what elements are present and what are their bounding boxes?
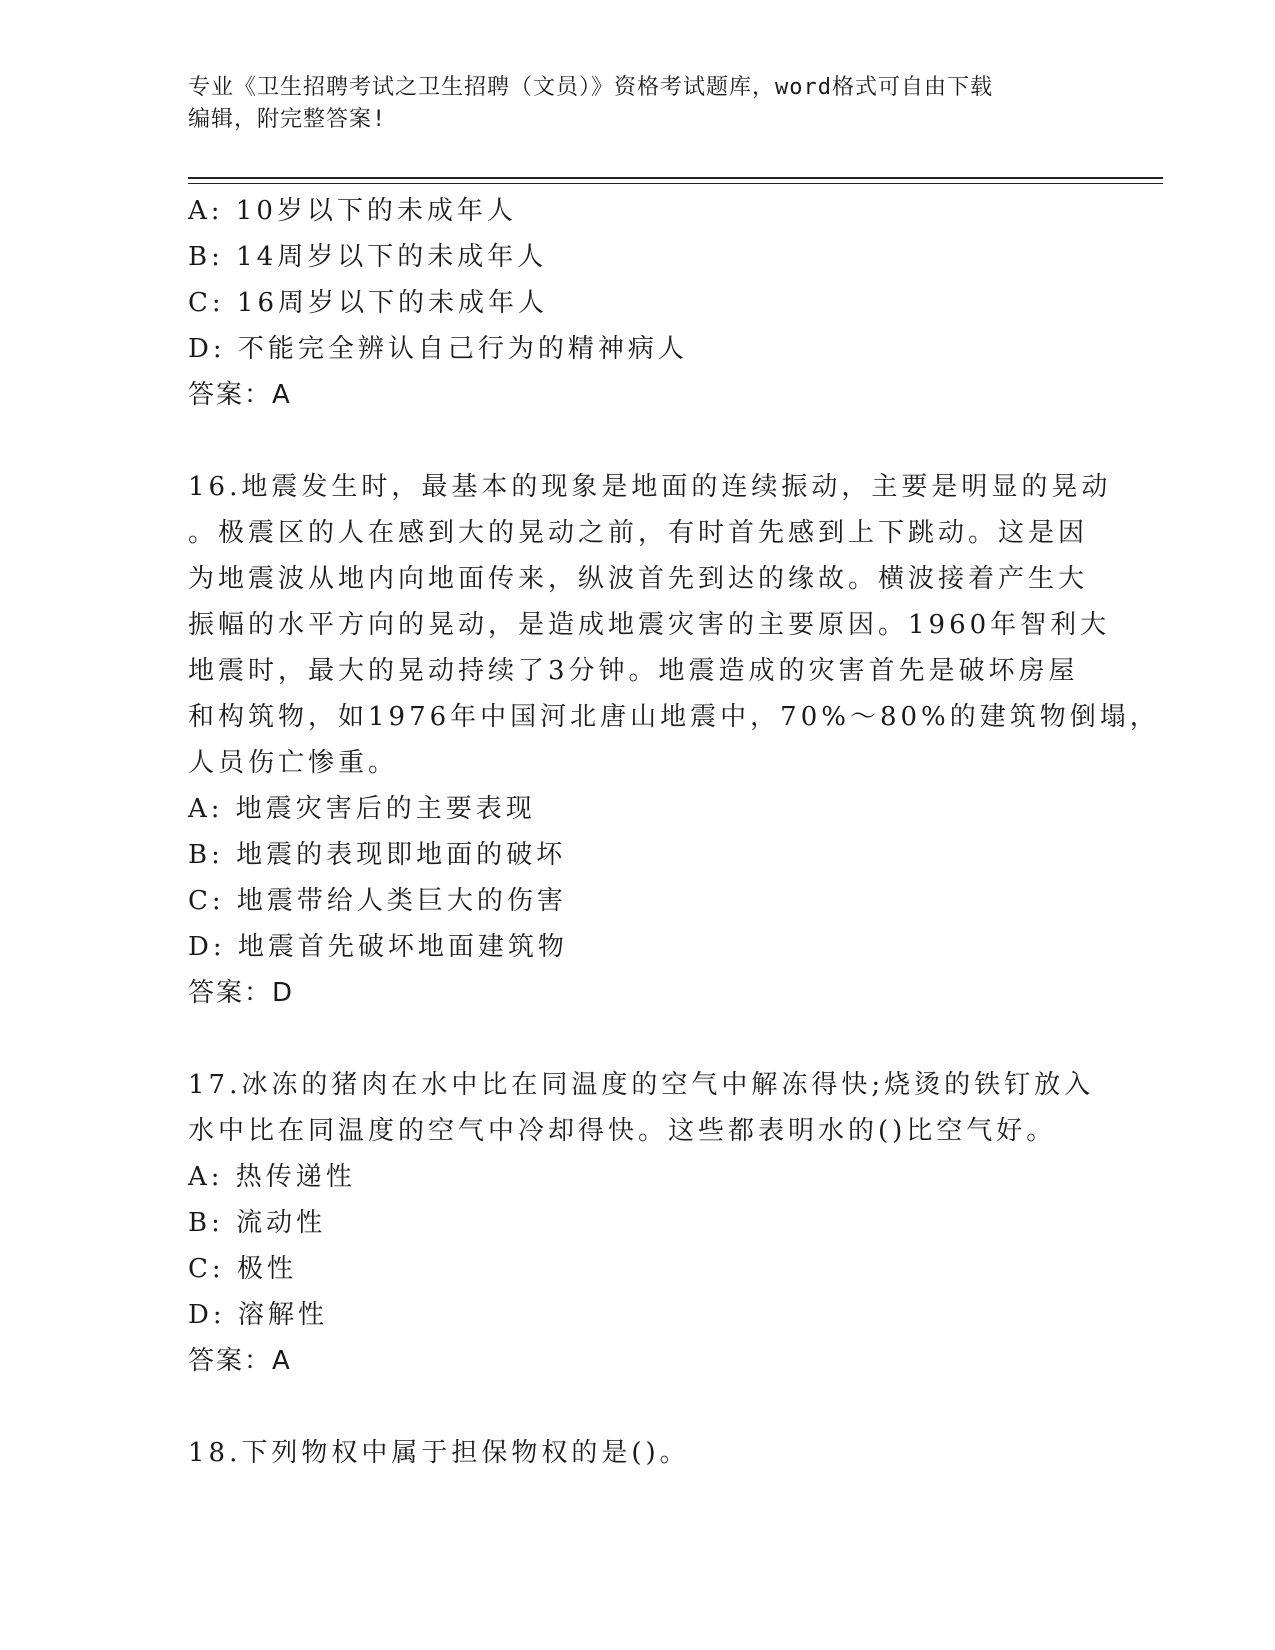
option-b: B: 流动性 (188, 1208, 327, 1238)
option-b: B: 14周岁以下的未成年人 (188, 242, 548, 272)
question-17 (188, 1062, 1095, 1384)
header-line-1: 专业《卫生招聘考试之卫生招聘（文员）》资格考试题库，word格式可自由下载 (188, 75, 993, 100)
spacer (188, 1016, 1088, 1062)
option-c: C: 地震带给人类巨大的伤害 (188, 886, 567, 916)
option-d: D: 不能完全辨认自己行为的精神病人 (188, 334, 688, 364)
question-15 (188, 188, 1088, 418)
question-text-line: 。极震区的人在感到大的晃动之前，有时首先感到上下跳动。这是因 (188, 518, 1089, 548)
header-divider-thin (188, 183, 1163, 184)
question-text (188, 1062, 1095, 1154)
question-text-line: 为地震波从地内向地面传来，纵波首先到达的缘故。横波接着产生大 (188, 564, 1089, 594)
header-line-2: 编辑，附完整答案! (188, 107, 387, 132)
document-header (188, 72, 1088, 136)
option-c: C: 16周岁以下的未成年人 (188, 288, 549, 318)
question-text-line: 人员伤亡惨重。 (188, 748, 399, 778)
question-16 (188, 464, 1160, 1016)
question-text-line: 17.冰冻的猪肉在水中比在同温度的空气中解冻得快;烧烫的铁钉放入 (188, 1070, 1095, 1100)
question-list (188, 188, 1160, 1476)
option-d: D: 溶解性 (188, 1300, 328, 1330)
answer-line: 答案：D (188, 978, 295, 1008)
question-text-line: 18.下列物权中属于担保物权的是()。 (188, 1438, 690, 1468)
option-a: A: 10岁以下的未成年人 (188, 196, 517, 226)
answer-line: 答案：A (188, 1346, 292, 1376)
question-18 (188, 1430, 1088, 1476)
question-text (188, 464, 1160, 786)
option-a: A: 热传递性 (188, 1162, 356, 1192)
option-c: C: 极性 (188, 1254, 297, 1284)
answer-line: 答案：A (188, 380, 292, 410)
question-text-line: 水中比在同温度的空气中冷却得快。这些都表明水的()比空气好。 (188, 1116, 1057, 1146)
question-text-line: 16.地震发生时，最基本的现象是地面的连续振动，主要是明显的晃动 (188, 472, 1112, 502)
spacer (188, 418, 1088, 464)
question-text (188, 1430, 1088, 1476)
question-text-line: 地震时，最大的晃动持续了3分钟。地震造成的灾害首先是破坏房屋 (188, 656, 1079, 686)
option-b: B: 地震的表现即地面的破坏 (188, 840, 567, 870)
question-text-line: 和构筑物，如1976年中国河北唐山地震中，70%～80%的建筑物倒塌， (188, 702, 1160, 732)
question-text-line: 振幅的水平方向的晃动，是造成地震灾害的主要原因。1960年智利大 (188, 610, 1111, 640)
header-divider-thick (188, 177, 1163, 179)
spacer (188, 1384, 1088, 1430)
option-d: D: 地震首先破坏地面建筑物 (188, 932, 568, 962)
option-a: A: 地震灾害后的主要表现 (188, 794, 536, 824)
